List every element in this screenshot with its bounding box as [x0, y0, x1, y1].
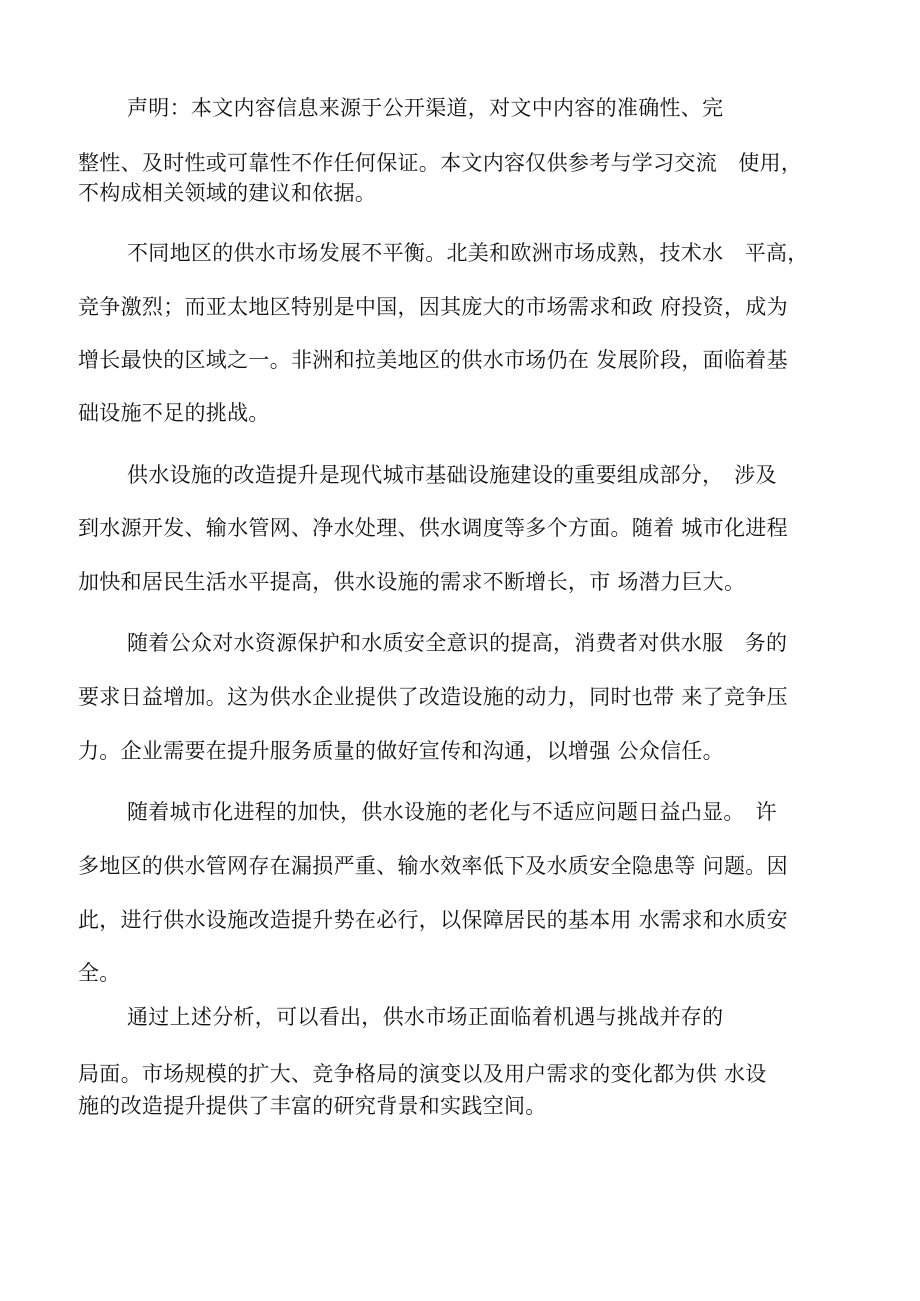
paragraph-4-line-2: 多地区的供水管网存在漏损严重、输水效率低下及水质安全隐患等 问题。因: [78, 854, 788, 878]
paragraph-4-line-3: 此，进行供水设施改造提升势在必行，以保障居民的基本用 水需求和水质安: [78, 908, 788, 932]
disclaimer-line-3: 不构成相关领域的建议和依据。: [78, 181, 377, 205]
paragraph-5-line-2: 局面。市场规模的扩大、竞争格局的演变以及用户需求的变化都为供 水设: [78, 1062, 767, 1086]
paragraph-4-line-4: 全。: [78, 961, 121, 985]
disclaimer-line-2: 整性、及时性或可靠性不作任何保证。本文内容仅供参考与学习交流 使用，: [78, 151, 803, 175]
paragraph-2-line-3: 加快和居民生活水平提高，供水设施的需求不断增长，市 场潜力巨大。: [78, 570, 746, 594]
paragraph-1-line-1: 不同地区的供水市场发展不平衡。北美和欧洲市场成熟，技术水 平高，: [127, 241, 809, 265]
paragraph-1-line-4: 础设施不足的挑战。: [78, 401, 270, 425]
paragraph-5-line-3: 施的改造提升提供了丰富的研究背景和实践空间。: [78, 1094, 547, 1118]
paragraph-2-line-2: 到水源开发、输水管网、净水处理、供水调度等多个方面。随着 城市化进程: [78, 516, 788, 540]
paragraph-3-line-3: 力。企业需要在提升服务质量的做好宣传和沟通，以增强 公众信任。: [78, 739, 724, 763]
paragraph-5-line-1: 通过上述分析，可以看出，供水市场正面临着机遇与挑战并存的: [127, 1005, 724, 1029]
disclaimer-line-1: 声明：本文内容信息来源于公开渠道，对文中内容的准确性、完: [127, 96, 724, 120]
paragraph-2-line-1: 供水设施的改造提升是现代城市基础设施建设的重要组成部分， 涉及: [127, 463, 777, 487]
paragraph-4-line-1: 随着城市化进程的加快，供水设施的老化与不适应问题日益凸显。 许: [127, 800, 777, 824]
paragraph-1-line-2: 竞争激烈；而亚太地区特别是中国，因其庞大的市场需求和政 府投资，成为: [78, 295, 788, 319]
paragraph-3-line-2: 要求日益增加。这为供水企业提供了改造设施的动力，同时也带 来了竞争压: [78, 685, 788, 709]
paragraph-1-line-3: 增长最快的区域之一。非洲和拉美地区的供水市场仍在 发展阶段，面临着基: [78, 348, 788, 372]
paragraph-3-line-1: 随着公众对水资源保护和水质安全意识的提高，消费者对供水服 务的: [127, 631, 788, 655]
